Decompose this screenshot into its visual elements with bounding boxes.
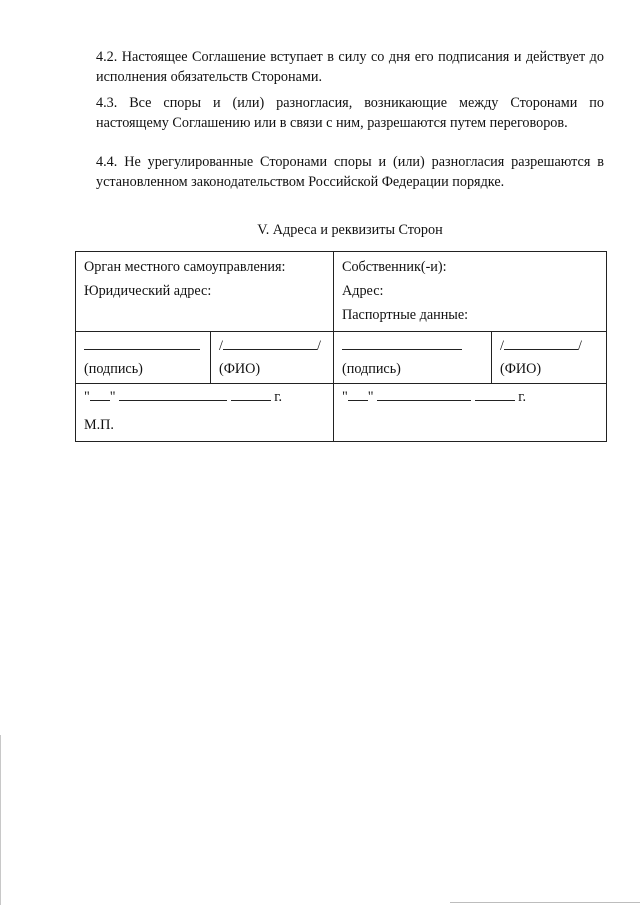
owner-year-line xyxy=(475,387,515,401)
footer-rule xyxy=(450,902,640,903)
authority-date-field xyxy=(84,387,325,407)
owner-day-line xyxy=(348,387,368,401)
owner-year-suffix: г. xyxy=(518,389,526,405)
authority-year-suffix: г. xyxy=(274,389,282,405)
party-info-row xyxy=(76,252,607,332)
owner-date-field xyxy=(342,387,598,407)
owner-date-quote-close: " xyxy=(367,389,374,405)
owner-signature-cell xyxy=(334,332,492,384)
owner-date-cell xyxy=(334,384,607,442)
section-title: V. Адреса и реквизиты Сторон xyxy=(257,222,443,238)
authority-date-cell xyxy=(76,384,334,442)
owner-fio-line xyxy=(504,335,578,350)
authority-fio-slash-right: / xyxy=(316,338,321,354)
authority-signature-line xyxy=(84,335,200,350)
owner-info-cell xyxy=(334,252,607,332)
authority-fio-slash-left: / xyxy=(219,338,223,354)
authority-month-line xyxy=(119,387,227,401)
owner-signature-label: (подпись) xyxy=(342,361,401,377)
owner-signature-line xyxy=(342,335,462,350)
clause-4-4: 4.4. Не урегулированные Сторонами споры и (или) разногласия разрешаются в установленном законодательством Российской Федерации порядке. xyxy=(96,154,604,190)
signature-row xyxy=(76,332,607,384)
authority-fio-label: (ФИО) xyxy=(219,361,261,377)
authority-date-quote-close: " xyxy=(109,389,116,405)
authority-fio-cell xyxy=(211,332,334,384)
clause-4-3: 4.3. Все споры и (или) разногласия, возникающие между Сторонами по настоящему Соглашению или в связи с ним, разрешаются путем переговоров. xyxy=(96,95,604,131)
owner-date-quote-open: " xyxy=(342,389,348,405)
owner-fio-slash-right: / xyxy=(577,338,582,354)
authority-info-cell xyxy=(76,252,334,332)
requisites-table xyxy=(75,251,607,442)
stamp-placeholder: М.П. xyxy=(84,417,114,433)
authority-fio-line xyxy=(223,335,317,350)
owner-fio-label: (ФИО) xyxy=(500,361,542,377)
owner-fio-cell xyxy=(492,332,607,384)
authority-day-line xyxy=(90,387,110,401)
date-row xyxy=(76,384,607,442)
owner-fio-slash-left: / xyxy=(500,338,504,354)
authority-year-line xyxy=(231,387,271,401)
clause-4-2: 4.2. Настоящее Соглашение вступает в силу со дня его подписания и действует до исполнения обязательств Сторонами. xyxy=(96,49,604,85)
owner-month-line xyxy=(377,387,471,401)
owner-header: Собственник(-и): xyxy=(342,259,447,275)
owner-passport: Паспортные данные: xyxy=(342,307,469,323)
authority-signature-cell xyxy=(76,332,211,384)
scan-edge-mark xyxy=(0,735,1,905)
owner-address: Адрес: xyxy=(342,283,384,299)
authority-legal-address: Юридический адрес: xyxy=(84,283,212,299)
authority-header: Орган местного самоуправления: xyxy=(84,259,286,275)
authority-date-quote-open: " xyxy=(84,389,90,405)
authority-signature-label: (подпись) xyxy=(84,361,143,377)
